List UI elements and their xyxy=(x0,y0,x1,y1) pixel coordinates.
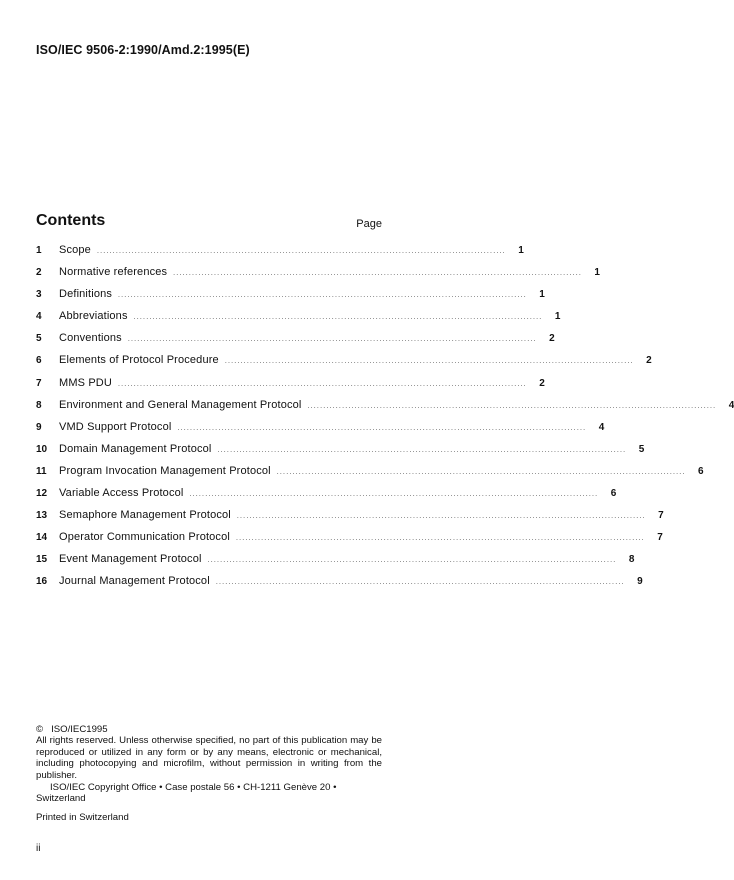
toc-entry[interactable] xyxy=(36,442,645,465)
toc-entry-title: Environment and General Management Protocol xyxy=(59,398,302,411)
toc-entry[interactable] xyxy=(36,266,600,288)
toc-entry-title: Semaphore Management Protocol xyxy=(59,509,231,522)
toc-entry-title: Operator Communication Protocol xyxy=(59,531,230,544)
toc-entry[interactable] xyxy=(36,575,643,597)
toc-entry-title: Scope xyxy=(59,244,91,256)
copyright-symbol: © xyxy=(36,724,44,735)
toc-entry-title: Variable Access Protocol xyxy=(59,487,184,500)
dot-leader: .................................................................................................................................. xyxy=(173,270,582,278)
copyright-holder: ISO/IEC1995 xyxy=(51,724,108,735)
toc-entry-title: Program Invocation Management Protocol xyxy=(59,464,271,477)
toc-entry-page: 2 xyxy=(646,355,652,367)
page-column-label: Page xyxy=(356,218,382,230)
toc-entry-page: 9 xyxy=(637,576,643,588)
toc-entry-title: Abbreviations xyxy=(59,310,128,323)
toc-entry[interactable] xyxy=(36,420,605,443)
toc-entry-number: 16 xyxy=(36,576,48,588)
toc-entry-title: Conventions xyxy=(59,332,122,345)
toc-entry-number: 9 xyxy=(36,421,42,433)
toc-entry-title: MMS PDU xyxy=(59,376,112,389)
toc-entry-number: 4 xyxy=(36,311,42,323)
toc-entry[interactable] xyxy=(36,310,561,332)
dot-leader: .................................................................................................................................. xyxy=(96,248,506,255)
toc-entry-title: Normative references xyxy=(59,266,168,279)
toc-entry-number: 6 xyxy=(36,355,42,367)
toc-entry-number: 3 xyxy=(36,289,42,301)
toc-entry[interactable] xyxy=(36,531,663,553)
contents-heading: Contents xyxy=(36,212,106,229)
toc-entry-number: 13 xyxy=(36,510,48,522)
toc-entry-number: 1 xyxy=(36,245,42,256)
toc-entry-number: 5 xyxy=(36,333,42,345)
toc-entry-number: 12 xyxy=(36,488,48,500)
dot-leader: .................................................................................................................................. xyxy=(118,292,527,300)
toc-entry[interactable] xyxy=(36,244,524,266)
toc-entry-page: 6 xyxy=(698,465,704,477)
toc-entry[interactable] xyxy=(36,288,545,310)
toc-entry-page: 1 xyxy=(539,289,545,301)
dot-leader: .................................................................................................................................. xyxy=(215,579,625,587)
dot-leader: .................................................................................................................................. xyxy=(177,424,587,432)
copyright-office-address: ISO/IEC Copyright Office • Case postale 56 • CH-1211 Genève 20 • xyxy=(50,782,337,794)
dot-leader: .................................................................................................................................. xyxy=(207,557,617,565)
dot-leader: .................................................................................................................................. xyxy=(307,402,717,410)
rights-statement: All rights reserved. Unless otherwise specified, no part of this publication may be reproduced or utilized in any form or by any means, electronic or mechanical, including photocopying and microfilm, without permission in writing from the publisher. xyxy=(36,735,382,781)
dot-leader: .................................................................................................................................. xyxy=(224,358,634,366)
printed-in: Printed in Switzerland xyxy=(36,811,129,823)
toc-entry-page: 4 xyxy=(598,421,605,433)
toc-entry-page: 1 xyxy=(554,311,561,323)
toc-entry[interactable] xyxy=(36,487,617,509)
copyright-office-country: Switzerland xyxy=(36,793,86,805)
toc-entry-title: Domain Management Protocol xyxy=(59,442,212,455)
toc-entry-page: 8 xyxy=(628,554,635,566)
toc-entry[interactable] xyxy=(36,332,555,354)
toc-entry-number: 10 xyxy=(36,443,48,455)
dot-leader: .................................................................................................................................. xyxy=(217,446,627,454)
dot-leader: .................................................................................................................................. xyxy=(127,336,537,344)
toc-entry[interactable] xyxy=(36,509,664,531)
copyright-notice xyxy=(36,724,382,823)
page-number: ii xyxy=(36,843,41,854)
toc-entry-number: 7 xyxy=(36,377,42,389)
dot-leader: .................................................................................................................................. xyxy=(189,491,599,499)
dot-leader: .................................................................................................................................. xyxy=(236,513,646,521)
copyright-line xyxy=(36,724,382,735)
toc-entry-number: 11 xyxy=(36,465,47,477)
toc-entry-page: 7 xyxy=(658,510,664,522)
toc-entry[interactable] xyxy=(36,464,704,487)
dot-leader: .................................................................................................................................. xyxy=(276,468,686,476)
toc-entry-page: 5 xyxy=(638,443,645,455)
toc-entry[interactable] xyxy=(36,553,635,575)
toc-entry-page: 1 xyxy=(594,267,600,279)
table-of-contents xyxy=(36,244,734,598)
toc-entry-number: 8 xyxy=(36,399,42,411)
toc-entry-number: 2 xyxy=(36,267,42,279)
dot-leader: .................................................................................................................................. xyxy=(133,314,543,322)
toc-entry-title: VMD Support Protocol xyxy=(59,420,172,433)
toc-entry-page: 4 xyxy=(728,399,734,411)
toc-entry-page: 2 xyxy=(549,333,555,345)
dot-leader: .................................................................................................................................. xyxy=(118,380,527,388)
toc-entry[interactable] xyxy=(36,354,652,376)
dot-leader: .................................................................................................................................. xyxy=(235,535,645,543)
toc-entry-title: Event Management Protocol xyxy=(59,553,202,566)
toc-entry-page: 2 xyxy=(539,377,545,389)
toc-entry-page: 7 xyxy=(657,532,663,544)
toc-entry-page: 1 xyxy=(518,245,524,256)
toc-entry-number: 14 xyxy=(36,532,48,544)
toc-entry-title: Elements of Protocol Procedure xyxy=(59,354,219,367)
toc-entry-title: Definitions xyxy=(59,288,113,301)
toc-entry[interactable] xyxy=(36,398,734,421)
toc-entry[interactable] xyxy=(36,376,545,399)
toc-entry-title: Journal Management Protocol xyxy=(59,575,210,588)
toc-entry-number: 15 xyxy=(36,554,48,566)
toc-entry-page: 6 xyxy=(610,488,617,500)
document-identifier: ISO/IEC 9506-2:1990/Amd.2:1995(E) xyxy=(36,43,250,57)
